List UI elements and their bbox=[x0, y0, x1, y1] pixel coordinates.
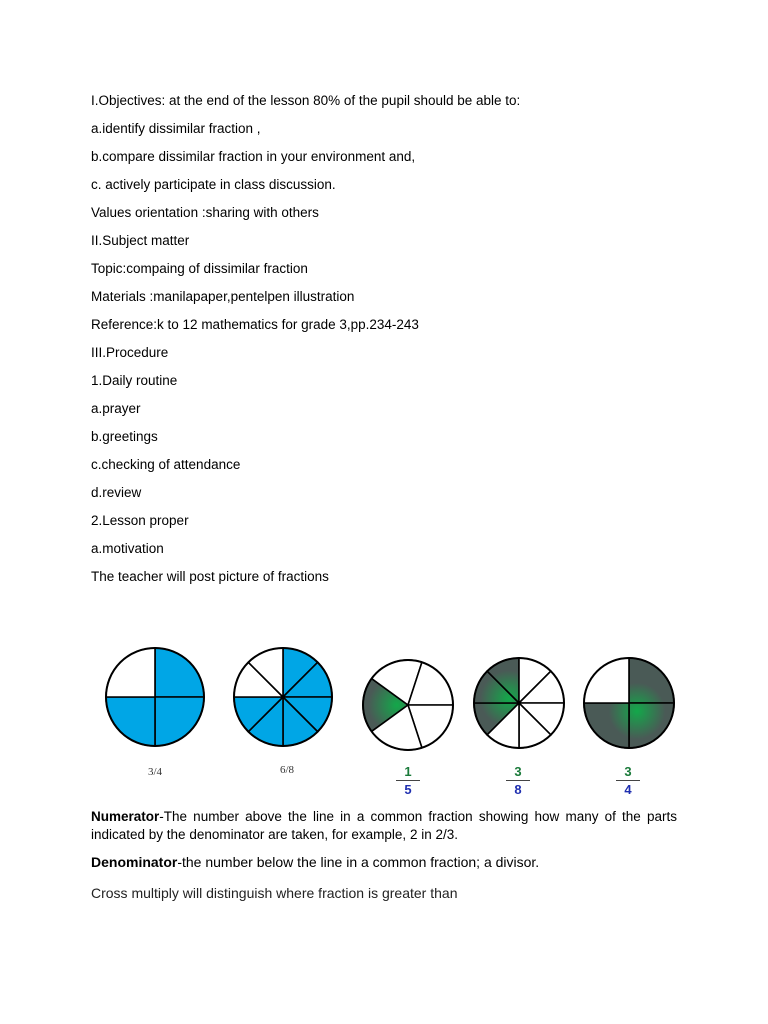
fraction-pie-1-5 bbox=[363, 660, 453, 750]
teacher-instruction: The teacher will post picture of fractions bbox=[91, 569, 329, 584]
fraction-label-1-5 bbox=[396, 765, 420, 797]
values-orientation: Values orientation :sharing with others bbox=[91, 205, 319, 220]
materials-line: Materials :manilapaper,pentelpen illustration bbox=[91, 289, 355, 304]
objective-a: a.identify dissimilar fraction , bbox=[91, 121, 261, 136]
caption-3-4: 3/4 bbox=[147, 766, 163, 778]
fraction-denominator: 8 bbox=[514, 782, 522, 797]
fraction-denominator: 5 bbox=[404, 782, 412, 797]
motivation: a.motivation bbox=[91, 541, 164, 556]
denominator-text: -the number below the line in a common fraction; a divisor. bbox=[177, 854, 540, 870]
fraction-numerator: 3 bbox=[514, 764, 522, 779]
subject-matter-heading: II.Subject matter bbox=[91, 233, 190, 248]
fraction-pie-3-4 bbox=[584, 658, 674, 748]
numerator-text: -The number above the line in a common fraction showing how many of the parts indicated by the denominator are taken, for example, 2 in 2/3. bbox=[91, 809, 677, 842]
numerator-definition bbox=[91, 808, 677, 844]
fraction-label-3-4 bbox=[616, 765, 640, 797]
routine-prayer: a.prayer bbox=[91, 401, 141, 416]
topic-line: Topic:compaing of dissimilar fraction bbox=[91, 261, 308, 276]
cross-multiply-note: Cross multiply will distinguish where fraction is greater than bbox=[91, 885, 458, 901]
fraction-label-3-8 bbox=[506, 765, 530, 797]
fraction-pie-3-8 bbox=[474, 658, 564, 748]
fraction-numerator: 1 bbox=[404, 764, 412, 779]
caption-6-8: 6/8 bbox=[279, 764, 295, 776]
fraction-bar bbox=[506, 780, 530, 781]
fraction-pie-6-8 bbox=[234, 648, 332, 746]
objective-c: c. actively participate in class discussion. bbox=[91, 177, 336, 192]
objectives-line: I.Objectives: at the end of the lesson 80% of the pupil should be able to: bbox=[91, 93, 521, 108]
denominator-definition bbox=[91, 853, 539, 871]
fraction-bar bbox=[616, 780, 640, 781]
routine-review: d.review bbox=[91, 485, 142, 500]
numerator-term: Numerator bbox=[91, 809, 160, 824]
fraction-numerator: 3 bbox=[624, 764, 632, 779]
objective-b: b.compare dissimilar fraction in your environment and, bbox=[91, 149, 416, 164]
lesson-proper: 2.Lesson proper bbox=[91, 513, 189, 528]
denominator-term: Denominator bbox=[91, 854, 178, 870]
procedure-heading: III.Procedure bbox=[91, 345, 169, 360]
daily-routine: 1.Daily routine bbox=[91, 373, 178, 388]
routine-greetings: b.greetings bbox=[91, 429, 158, 444]
fraction-bar bbox=[396, 780, 420, 781]
routine-attendance: c.checking of attendance bbox=[91, 457, 241, 472]
reference-line: Reference:k to 12 mathematics for grade 3,pp.234-243 bbox=[91, 317, 419, 332]
fraction-pie-3-4 bbox=[106, 648, 204, 746]
fraction-denominator: 4 bbox=[624, 782, 632, 797]
